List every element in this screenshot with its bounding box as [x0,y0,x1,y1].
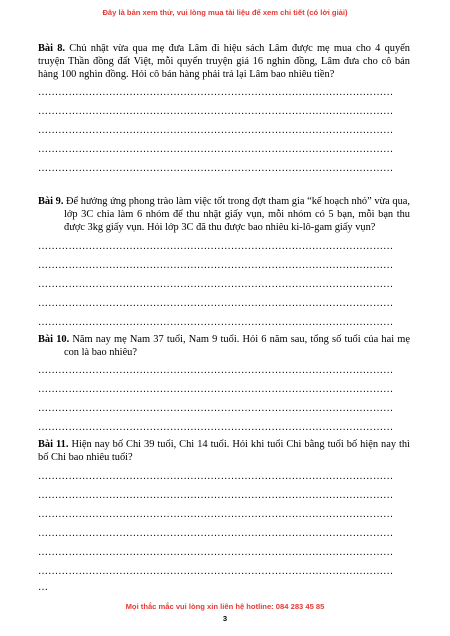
answer-line[interactable]: …………………………………………………………………………………………… [38,403,394,415]
answer-line[interactable]: …………………………………………………………………………………………… [38,546,394,558]
problem-label: Bài 9. [38,196,64,208]
answer-line[interactable]: …………………………………………………………………………………………… [38,489,394,501]
problem-10 [38,334,410,360]
hotline-notice: Mọi thắc mắc vui lòng xin liên hệ hotline: 084 283 45 85 [125,602,325,611]
problem-text: Để hưởng ứng phong trào làm việc tốt trong đợt tham gia “kế hoạch nhỏ” vừa qua, lớp 3C chia làm 6 nhóm để thu nhặt giấy vụn, mỗi nhóm có 5 bạn, mỗi bạn thu được 3kg giấy vụn. Hỏi lớp 3C đã thu được bao nhiêu ki-lô-gam giấy vụn? [64,196,410,233]
answer-line[interactable]: …………………………………………………………………………………………… [38,125,394,137]
problem-text: Chủ nhật vừa qua mẹ đưa Lâm đi hiệu sách Lâm được mẹ mua cho 4 quyển truyện Thần đồng đất Việt, mỗi quyển truyện giá 16 nghìn đồng, Lâm đưa cho cô bán hàng 100 nghìn đồng. Hỏi cô bán hàng phải trả lại Lâm bao nhiêu tiền? [38,43,410,80]
answer-line[interactable]: …………………………………………………………………………………………… [38,316,394,328]
page-number: 3 [222,614,228,623]
answer-line[interactable]: …………………………………………………………………………………………… [38,470,394,482]
answer-line[interactable]: …………………………………………………………………………………………… [38,259,394,271]
answer-line[interactable]: …………………………………………………………………………………………… [38,365,394,377]
problem-text: Hiện nay bố Chi 39 tuổi, Chi 14 tuổi. Hỏi khi tuổi Chi bằng tuổi bố hiện nay thì bố Chi bao nhiêu tuổi? [38,439,410,464]
answer-line[interactable]: …………………………………………………………………………………………… [38,565,394,577]
worksheet-content [38,43,410,595]
problem-text: Năm nay mẹ Nam 37 tuổi, Nam 9 tuổi. Hỏi 6 năm sau, tổng số tuổi của hai mẹ con là bao nhiêu? [64,333,410,358]
answer-line[interactable]: …………………………………………………………………………………………… [38,297,394,309]
answer-line[interactable]: …………………………………………………………………………………………… [38,144,394,156]
problem-9 [38,196,410,234]
problem-label: Bài 8. [38,43,66,54]
problem-8 [38,43,410,81]
answer-line[interactable]: …………………………………………………………………………………………… [38,87,394,99]
problem-label: Bài 10. [38,333,70,345]
preview-notice: Đây là bản xem thử, vui lòng mua tài liệu để xem chi tiết (có lời giải) [102,8,348,17]
answer-line[interactable]: …………………………………………………………………………………………… [38,384,394,396]
problem-11 [38,439,410,465]
problem-label: Bài 11. [38,439,69,451]
answer-line[interactable]: …………………………………………………………………………………………… [38,422,394,434]
answer-line[interactable]: …………………………………………………………………………………………… [38,106,394,118]
answer-line[interactable]: …………………………………………………………………………………………… [38,278,394,290]
answer-line[interactable]: …………………………………………………………………………………………… [38,240,394,252]
answer-line[interactable]: …………………………………………………………………………………………… [38,163,394,175]
answer-line[interactable]: …………………………………………………………………………………………… [38,527,394,539]
answer-line[interactable]: …………………………………………………………………………………………… [38,508,394,520]
trailing-ellipsis: … [38,581,49,593]
